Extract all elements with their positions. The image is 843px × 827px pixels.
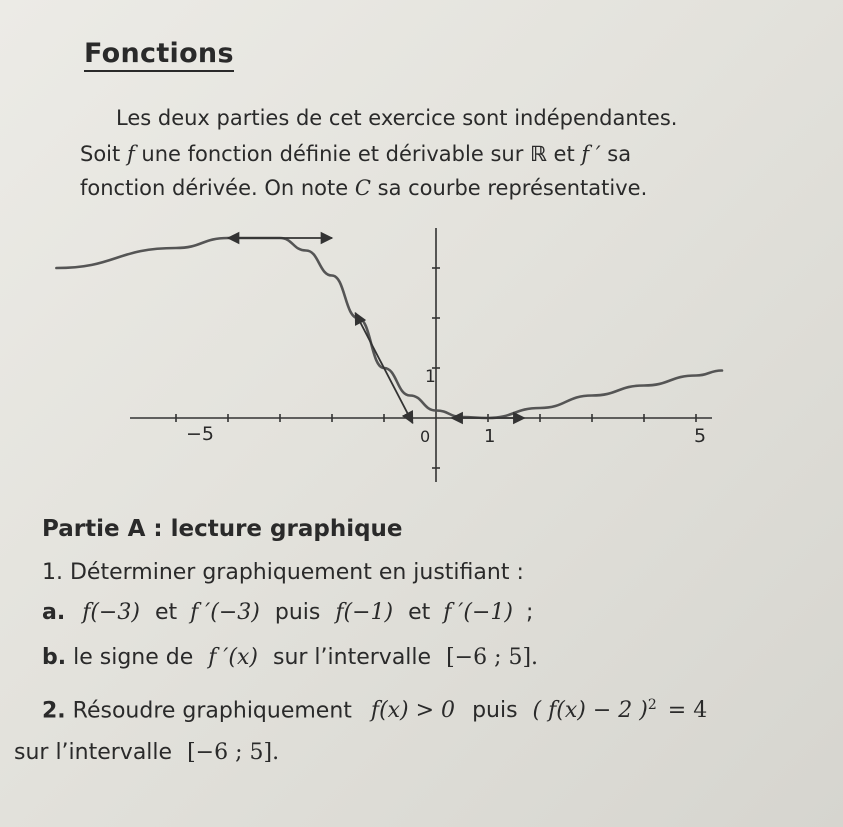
semicolon: ; bbox=[526, 600, 534, 625]
y-tick-label-1: 1 bbox=[425, 367, 436, 387]
question-1b-text: le signe de bbox=[73, 645, 194, 670]
intro-text-b: une fonction définie et dérivable sur bbox=[141, 142, 524, 166]
expr-f-minus3: f(−3) bbox=[82, 600, 140, 625]
x-tick-label-1: 1 bbox=[484, 426, 496, 447]
intro-text-c: fonction dérivée. On note bbox=[80, 176, 349, 200]
page-title: Fonctions bbox=[84, 38, 234, 72]
question-1: 1. Déterminer graphiquement en justifiant : bbox=[42, 560, 524, 585]
intro-fprime: f ′ bbox=[581, 142, 601, 166]
expr-fprime-minus1: f ′(−1) bbox=[443, 600, 513, 625]
intro-soit: Soit bbox=[80, 142, 121, 166]
intro-et: et bbox=[553, 142, 575, 166]
question-2-text: Résoudre graphiquement bbox=[72, 698, 352, 724]
intro-f: f bbox=[126, 142, 135, 166]
inequality-f-positive: f(x) > 0 bbox=[370, 698, 456, 724]
equation-rhs: = 4 bbox=[667, 698, 708, 724]
curve-c bbox=[56, 238, 722, 418]
word-et-1: et bbox=[154, 600, 178, 625]
intro-reals: ℝ bbox=[530, 142, 547, 166]
question-2-label: 2. bbox=[42, 698, 66, 724]
question-1b bbox=[42, 645, 538, 670]
question-1a-label: a. bbox=[42, 600, 66, 625]
expr-fprime-x: f ′(x) bbox=[208, 645, 258, 670]
expr-f-minus1: f(−1) bbox=[335, 600, 394, 625]
expr-fprime-minus3: f ′(−3) bbox=[190, 600, 260, 625]
word-puis-1: puis bbox=[274, 600, 321, 625]
part-a-heading: Partie A : lecture graphique bbox=[42, 516, 403, 542]
word-puis-2: puis bbox=[472, 698, 518, 724]
x-tick-label-0: 0 bbox=[420, 427, 431, 446]
question-1b-label: b. bbox=[42, 645, 67, 670]
question-2-line-2-text: sur l’intervalle bbox=[14, 740, 173, 765]
question-2 bbox=[42, 697, 707, 723]
intro-text-d: sa courbe représentative. bbox=[377, 176, 648, 200]
tangent-at-minus-1 bbox=[355, 313, 412, 423]
intro-sa: sa bbox=[607, 142, 632, 166]
interval-1b: [−6 ; 5]. bbox=[446, 645, 539, 670]
equation-exponent: 2 bbox=[647, 697, 657, 713]
question-2-line-2 bbox=[14, 740, 279, 765]
x-tick-label-minus-5: −5 bbox=[186, 423, 215, 445]
interval-2: [−6 ; 5]. bbox=[187, 740, 280, 765]
x-tick-label-5: 5 bbox=[694, 425, 707, 447]
equation-lhs: ( f(x) − 2 ) bbox=[532, 698, 648, 724]
question-1b-text-2: sur l’intervalle bbox=[272, 645, 432, 670]
intro-curve-name: C bbox=[354, 176, 371, 200]
word-et-2: et bbox=[408, 600, 431, 625]
question-1a bbox=[42, 600, 533, 625]
intro-line-1-text: Les deux parties de cet exercice sont indépendantes. bbox=[116, 106, 678, 130]
